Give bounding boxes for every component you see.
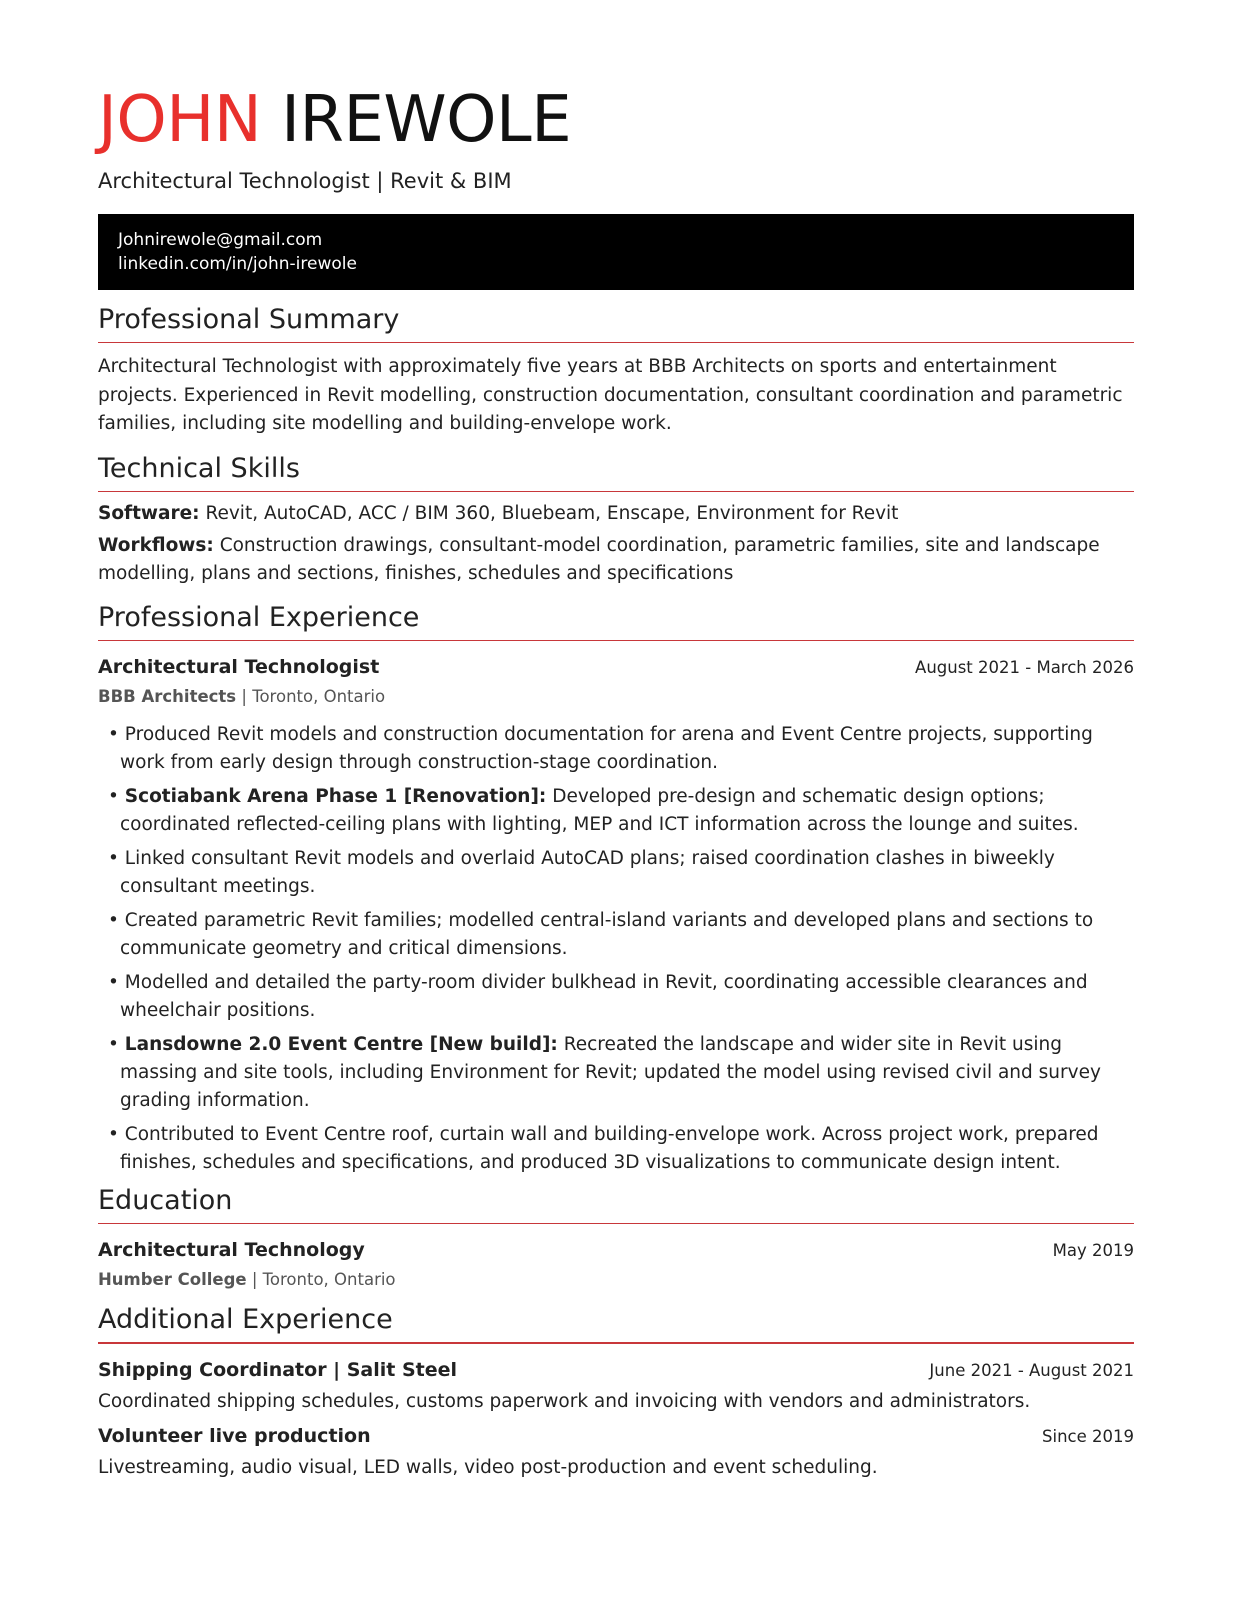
additional-heading: Additional Experience <box>98 1304 1134 1344</box>
school-line <box>98 1268 1134 1292</box>
list-item: • Produced Revit models and construction documentation for arena and Event Centre projects, supporting work from early design through construction-stage coordination. <box>108 723 1093 773</box>
graduation-date: May 2019 <box>1052 1240 1134 1260</box>
software-label: Software: <box>98 502 200 524</box>
company-name: BBB Architects <box>98 686 237 706</box>
workflow-skills <box>98 532 1134 588</box>
candidate-name <box>98 82 1134 158</box>
first-name: JOHN <box>98 83 262 157</box>
additional-role-description: Coordinated shipping schedules, customs paperwork and invoicing with vendors and administrators. <box>98 1390 1031 1412</box>
school-name: Humber College <box>98 1269 247 1289</box>
additional-role-description: Livestreaming, audio visual, LED walls, video post-production and event scheduling. <box>98 1456 878 1478</box>
education-heading: Education <box>98 1185 1134 1224</box>
additional-role-dates: Since 2019 <box>1042 1426 1134 1446</box>
list-item: • Scotiabank Arena Phase 1 [Renovation]: Developed pre-design and schematic design options; coordinated reflected-ceiling plans with lighting, MEP and ICT information across the lounge and suites. <box>108 785 1079 835</box>
software-skills <box>98 500 1134 528</box>
list-item: • Contributed to Event Centre roof, curtain wall and building-envelope work. Across project work, prepared finishes, schedules and specifications, and produced 3D visualizations to communicate design intent. <box>108 1123 1099 1173</box>
additional-item-header <box>98 1422 1134 1450</box>
list-item: • Lansdowne 2.0 Event Centre [New build]: Recreated the landscape and wider site in Revit using massing and site tools, including Environment for Revit; updated the model using revised civil and survey grading information. <box>108 1033 1101 1111</box>
job-header <box>98 653 1134 681</box>
job-headline: Architectural Technologist | Revit & BIM <box>98 169 512 193</box>
linkedin-link[interactable]: linkedin.com/in/john-irewole <box>118 254 357 274</box>
email-link[interactable]: Johnirewole@gmail.com <box>118 230 323 250</box>
skills-heading: Technical Skills <box>98 453 1134 492</box>
additional-role-dates: June 2021 - August 2021 <box>929 1360 1134 1380</box>
summary-text: Architectural Technologist with approximately five years at BBB Architects on sports and entertainment projects. Experienced in Revit modelling, construction documentation, consultant coordination and parametric families, including site modelling and building-envelope work. <box>98 356 1123 434</box>
resume-page <box>98 82 1134 1482</box>
additional-role-title: Volunteer live production <box>98 1424 371 1447</box>
company-location: | Toronto, Ontario <box>236 686 386 706</box>
summary-heading: Professional Summary <box>98 304 1134 343</box>
school-location: | Toronto, Ontario <box>246 1269 396 1289</box>
education-header <box>98 1236 1134 1264</box>
experience-bullets <box>98 721 1134 1177</box>
contact-bar <box>98 214 1134 290</box>
list-item: • Modelled and detailed the party-room divider bulkhead in Revit, coordinating accessible clearances and wheelchair positions. <box>108 971 1088 1021</box>
job-employer <box>98 685 1134 709</box>
job-title: Architectural Technologist <box>98 655 380 678</box>
additional-item-header <box>98 1356 1134 1384</box>
workflows-list: Construction drawings, consultant-model coordination, parametric families, site and landscape modelling, plans and sections, finishes, schedules and specifications <box>98 534 1100 584</box>
job-dates: August 2021 - March 2026 <box>915 657 1134 677</box>
program-name: Architectural Technology <box>98 1238 365 1261</box>
experience-heading: Professional Experience <box>98 602 1134 641</box>
list-item: • Created parametric Revit families; modelled central-island variants and developed plans and sections to communicate geometry and critical dimensions. <box>108 909 1094 959</box>
list-item: • Linked consultant Revit models and overlaid AutoCAD plans; raised coordination clashes in biweekly consultant meetings. <box>108 847 1055 897</box>
workflows-label: Workflows: <box>98 534 214 556</box>
software-list: Revit, AutoCAD, ACC / BIM 360, Bluebeam, Enscape, Environment for Revit <box>199 502 899 524</box>
additional-role-title: Shipping Coordinator | Salit Steel <box>98 1358 458 1381</box>
last-name: IREWOLE <box>281 83 572 157</box>
